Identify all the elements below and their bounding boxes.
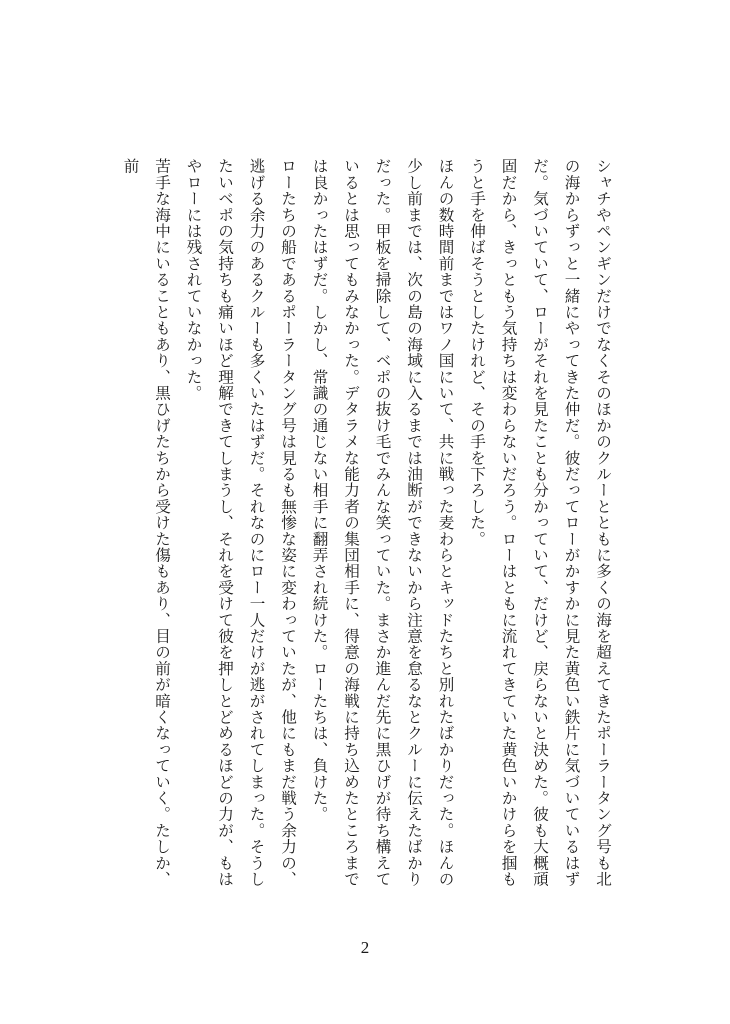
paragraph-2: ほんの数時間前まではワノ国にいて、共に戦った麦わらとキッドたちと別れたばかりだった。ほんの少し前までは、次の島の海域に入るまでは油断ができないから注意を怠るなとクルーに伝えたばかりだった。甲板を掃除して、ベポの抜け毛でみんな笑っていた。まさか進んだ先に黒ひげが待ち構えているとは思ってもみなかった。デタラメな能力者の集団相手に、得意の海戦に持ち込めたところまでは良かったはずだ。しかし、常識の通じない相手に翻弄され続けた。ローたちは、負けた。 (310, 158, 455, 887)
paragraph-3: ローたちの船であるポーラータング号は見るも無惨な姿に変わっていたが、他にもまだ戦う余力の、逃げる余力のあるクルーも多くいたはずだ。それなのにロー一人だけが逃がされてしまった。そうしたいベポの気持ちも痛いほど理解できてしまうし、それを受けて彼を押しとどめるほどの力が、もはやローには残されていなかった。 (184, 158, 297, 887)
vertical-text-body (114, 158, 618, 898)
paragraph-4: 苦手な海中にいることもあり、黒ひげたちから受けた傷もあり、目の前が暗くなっていく。たしか、前 (121, 158, 171, 887)
paragraph-1: シャチやペンギンだけでなくそのほかのクルーとともに多くの海を超えてきたポーラータング号も北の海からずっと一緒にやってきた仲だ。彼だってローがかすかに見た黄色い鉄片に気づいているはずだ。気づいていて、ローがそれを見たことも分かっていて、だけど、戻らないと決めた。彼も大概頑固だから、きっともう気持ちは変わらないだろう。ローはともに流れてきていた黄色いかけらを掴もうと手を伸ばそうとしたけれど、その手を下ろした。 (468, 158, 612, 887)
page-number: 2 (360, 938, 370, 957)
